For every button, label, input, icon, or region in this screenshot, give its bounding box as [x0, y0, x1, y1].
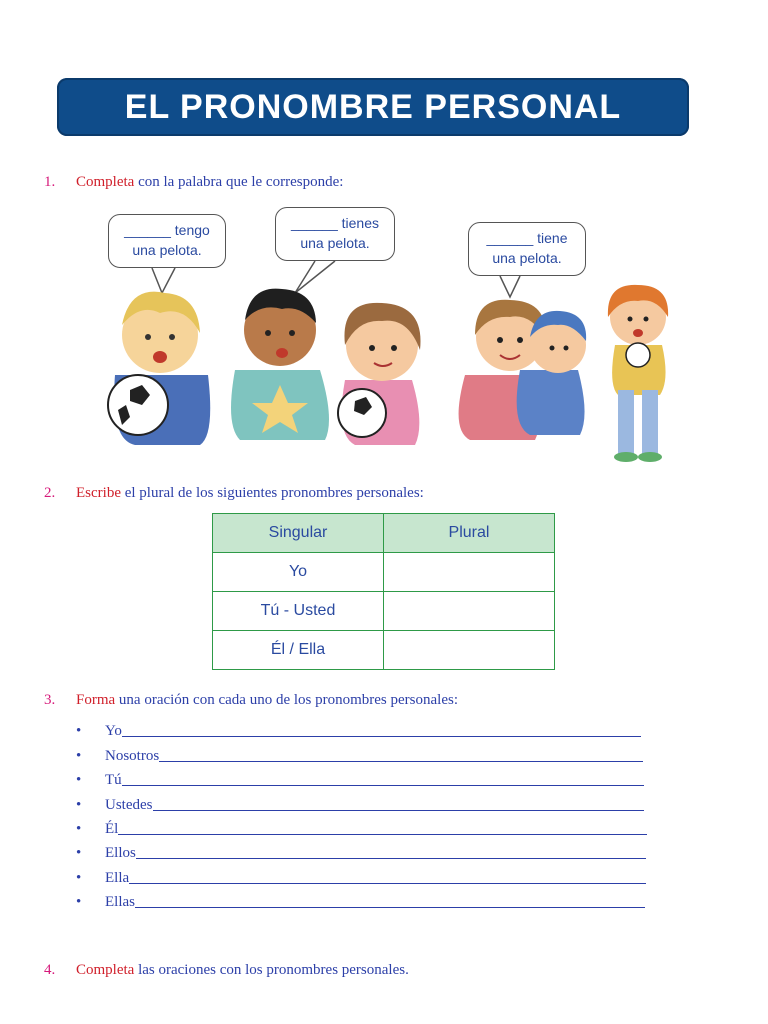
- sentence-list: [76, 716, 647, 911]
- singular-cell: Él / Ella: [213, 631, 384, 670]
- pronoun-label: Ellos: [105, 845, 136, 862]
- question-text: las oraciones con los pronombres personales.: [134, 962, 409, 978]
- question-verb: Escribe: [76, 485, 121, 501]
- answer-line[interactable]: [122, 784, 644, 786]
- children-hugging: [459, 300, 587, 440]
- question-verb: Forma: [76, 692, 116, 708]
- bullet: •: [76, 747, 82, 764]
- pronoun-label: Ellas: [105, 894, 135, 911]
- answer-line[interactable]: [129, 882, 646, 884]
- child-girl-ball: [338, 303, 421, 445]
- pronoun-label: Nosotros: [105, 747, 160, 764]
- pronoun-label: Yo: [105, 723, 122, 740]
- table-row: [213, 592, 555, 631]
- list-item: [76, 838, 647, 862]
- list-item: [76, 740, 647, 764]
- bubble-line: ______ tienes: [291, 215, 379, 231]
- pronoun-label: Ella: [105, 869, 130, 886]
- singular-cell: Yo: [213, 553, 384, 592]
- question-4: [44, 962, 409, 979]
- list-item: [76, 765, 647, 789]
- table-row: [213, 553, 555, 592]
- question-text: con la palabra que le corresponde:: [134, 174, 344, 190]
- answer-line[interactable]: [136, 857, 646, 859]
- answer-line[interactable]: [118, 833, 647, 835]
- question-3: [44, 692, 458, 709]
- answer-line[interactable]: [159, 760, 643, 762]
- question-text: una oración con cada uno de los pronombres personales:: [115, 692, 458, 708]
- answer-line[interactable]: [122, 735, 641, 737]
- title-banner: [57, 78, 689, 136]
- plural-answer-cell[interactable]: [384, 631, 555, 670]
- bubble-line: ______ tiene: [486, 230, 568, 246]
- bullet: •: [76, 820, 82, 837]
- question-2: [44, 485, 424, 502]
- plural-answer-cell[interactable]: [384, 592, 555, 631]
- question-number: 3.: [44, 692, 56, 708]
- pronoun-label: Ustedes: [105, 796, 153, 813]
- question-text: el plural de los siguientes pronombres personales:: [120, 485, 424, 501]
- bullet: •: [76, 894, 82, 911]
- bullet: •: [76, 845, 82, 862]
- pronoun-table: [212, 513, 555, 670]
- list-item: [76, 789, 647, 813]
- header-singular: Singular: [213, 514, 384, 553]
- table-header-row: [213, 514, 555, 553]
- bullet: •: [76, 772, 82, 789]
- pronoun-label: Tú: [105, 772, 122, 789]
- bubble-line: una pelota.: [132, 242, 202, 258]
- list-item: [76, 887, 647, 911]
- bullet: •: [76, 869, 82, 886]
- table-row: [213, 631, 555, 670]
- answer-line[interactable]: [153, 809, 644, 811]
- pronoun-label: Él: [105, 820, 119, 837]
- answer-line[interactable]: [135, 906, 645, 908]
- bullet: •: [76, 796, 82, 813]
- list-item: [76, 716, 647, 740]
- header-plural: Plural: [384, 514, 555, 553]
- bubble-line: ______ tengo: [124, 222, 210, 238]
- list-item: [76, 862, 647, 886]
- children-illustration: [90, 205, 690, 470]
- question-1: [44, 174, 343, 191]
- question-number: 2.: [44, 485, 56, 501]
- question-number: 4.: [44, 962, 56, 978]
- child-boy-blond: [108, 292, 210, 445]
- question-verb: Completa: [76, 174, 135, 190]
- question-verb: Completa: [76, 962, 135, 978]
- page-title: EL PRONOMBRE PERSONAL: [124, 87, 622, 126]
- plural-answer-cell[interactable]: [384, 553, 555, 592]
- question-number: 1.: [44, 174, 56, 190]
- bubble-line: una pelota.: [300, 235, 370, 251]
- singular-cell: Tú - Usted: [213, 592, 384, 631]
- list-item: [76, 814, 647, 838]
- bubble-line: una pelota.: [492, 250, 562, 266]
- child-boy-star: [231, 289, 329, 440]
- child-girl-orange: [608, 285, 668, 462]
- bullet: •: [76, 723, 82, 740]
